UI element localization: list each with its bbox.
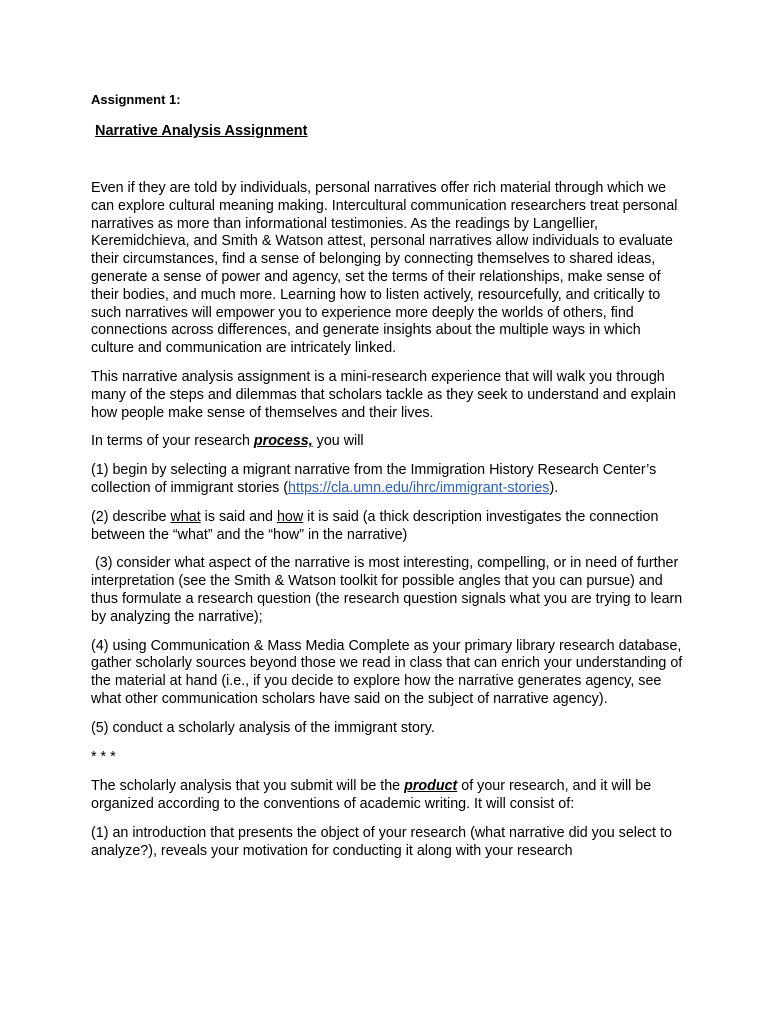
step-2-after: it is said (a thick description investigates the connection between the “what” and the “how” in the narrative) [91, 508, 659, 543]
mini-research-paragraph: This narrative analysis assignment is a mini-research experience that will walk you through many of the steps and dilemmas that scholars tackle as they seek to understand and explain how people make sense of themselves and their lives. [91, 368, 676, 421]
step-2-what: what [170, 508, 201, 525]
step-2-middle: is said and [200, 508, 277, 525]
step-2-how: how [276, 508, 304, 525]
document-title: Narrative Analysis Assignment [95, 123, 308, 139]
step-1-before: (1) begin by selecting a migrant narrative from the Immigration History Research Center’s collection of immigrant stories ( [91, 462, 657, 496]
product-paragraph [91, 778, 683, 814]
step-1-paragraph [91, 462, 683, 498]
step-1-after: ). [549, 479, 559, 496]
step-3-paragraph: (3) consider what aspect of the narrative is most interesting, compelling, or in need of further interpretation (see the Smith & Watson toolkit for possible angles that you can pursue) and thus formulate a research question (the research question signals what you are trying to learn by analyzing the narrative); [91, 555, 687, 625]
intro-paragraph: Even if they are told by individuals, personal narratives offer rich material through which we can explore cultural meaning making. Intercultural communication researchers treat personal narratives as more than informational testimonies. As the readings by Langellier, Keremidchieva, and Smith & Watson attest, personal narratives allow individuals to evaluate their circumstances, find a sense of belonging by connecting themselves to shared ideas, generate a sense of power and agency, set the terms of their relationships, make sense of their bodies, and much more. Learning how to listen actively, resourcefully, and critically to such narratives will empower you to experience more deeply the worlds of others, find connections across differences, and generate insights about the multiple ways in which culture and communication are intricately linked. [91, 180, 678, 357]
process-intro-before: In terms of your research [91, 433, 254, 450]
assignment-label: Assignment 1: [91, 92, 181, 107]
step-4-paragraph: (4) using Communication & Mass Media Complete as your primary library research database, gather scholarly sources beyond those we read in class that can enrich your understanding of the material at hand (i.e., if you decide to explore how the narrative generates agency, see what other communication scholars have said on the subject of narrative agency). [91, 637, 683, 707]
process-intro-after: you will [312, 433, 364, 450]
section-separator: * * * [91, 748, 116, 765]
immigrant-stories-link[interactable]: https://cla.umn.edu/ihrc/immigrant-stories [288, 479, 550, 496]
process-intro-paragraph [91, 433, 683, 451]
product-item-1-paragraph: (1) an introduction that presents the object of your research (what narrative did you select to analyze?), reveals your motivation for conducting it along with your research [91, 824, 672, 859]
step-2-before: (2) describe [91, 508, 171, 525]
step-2-paragraph [91, 509, 683, 545]
step-5-paragraph: (5) conduct a scholarly analysis of the immigrant story. [91, 719, 435, 736]
process-emphasis: process, [253, 433, 313, 450]
document-body [91, 92, 687, 872]
product-before: The scholarly analysis that you submit will be the [91, 778, 405, 795]
product-emphasis: product [404, 778, 458, 795]
product-after: of your research, and it will be organized according to the conventions of academic writing. It will consist of: [91, 778, 652, 813]
